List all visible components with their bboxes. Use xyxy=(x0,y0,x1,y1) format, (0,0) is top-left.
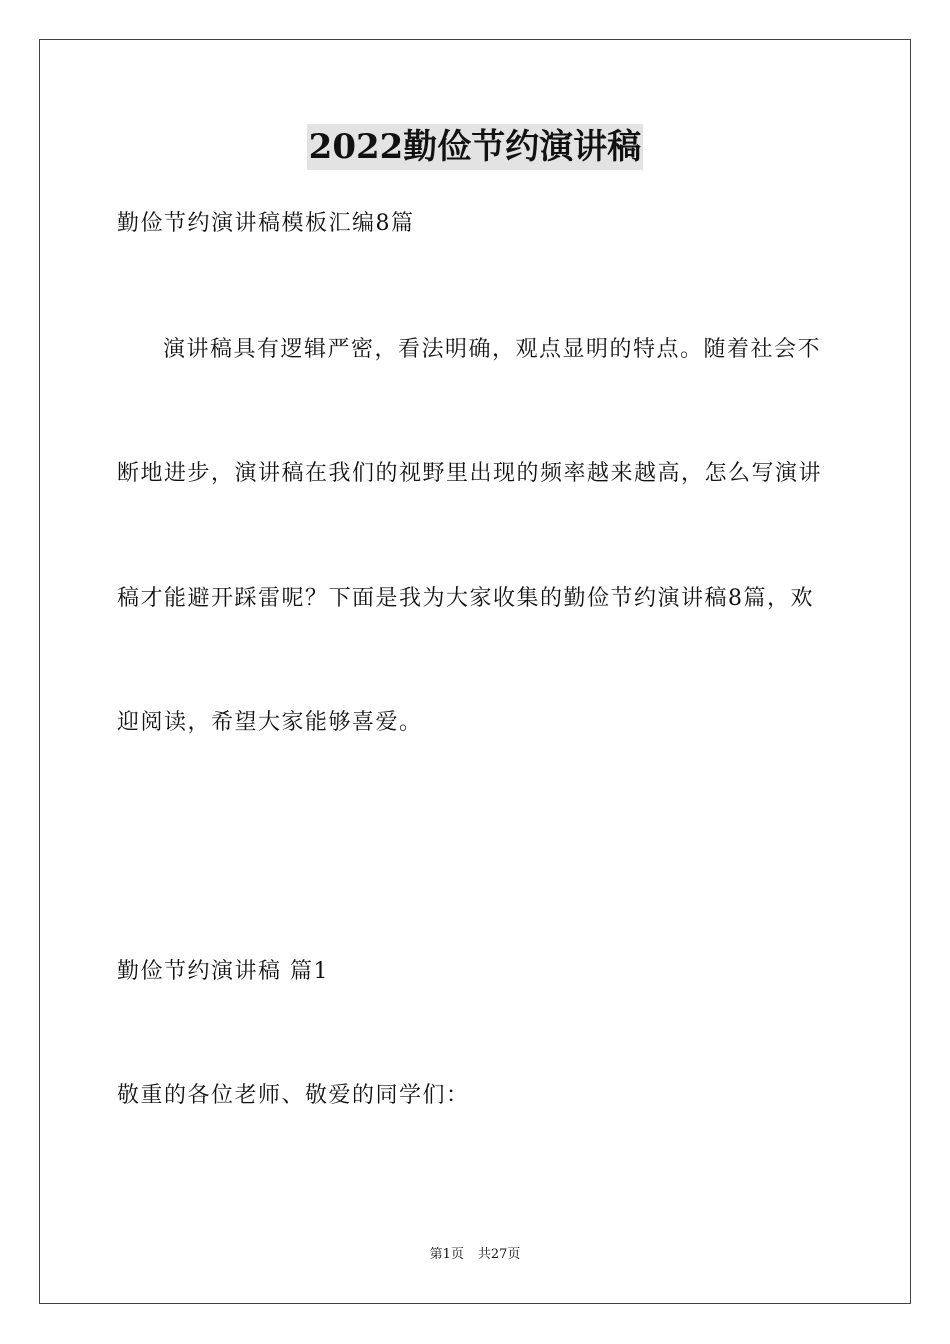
section-heading: 勤俭节约演讲稿 篇1 xyxy=(117,959,329,984)
page-footer xyxy=(0,1245,950,1265)
salutation: 敬重的各位老师、敬爱的同学们： xyxy=(117,1083,470,1108)
intro-line-3: 稿才能避开踩雷呢？下面是我为大家收集的勤俭节约演讲稿8篇，欢 xyxy=(117,586,814,611)
intro-line-1: 演讲稿具有逻辑严密，看法明确，观点显明的特点。随着社会不 xyxy=(163,337,822,362)
document-title: 2022勤俭节约演讲稿 xyxy=(307,124,644,170)
document-subtitle: 勤俭节约演讲稿模板汇编8篇 xyxy=(117,211,415,236)
intro-line-4: 迎阅读，希望大家能够喜爱。 xyxy=(117,710,423,735)
title-container xyxy=(0,124,950,170)
page-number: 第1页 xyxy=(429,1247,464,1262)
intro-line-2: 断地进步，演讲稿在我们的视野里出现的频率越来越高，怎么写演讲 xyxy=(117,461,823,486)
page-total: 共27页 xyxy=(477,1247,521,1262)
